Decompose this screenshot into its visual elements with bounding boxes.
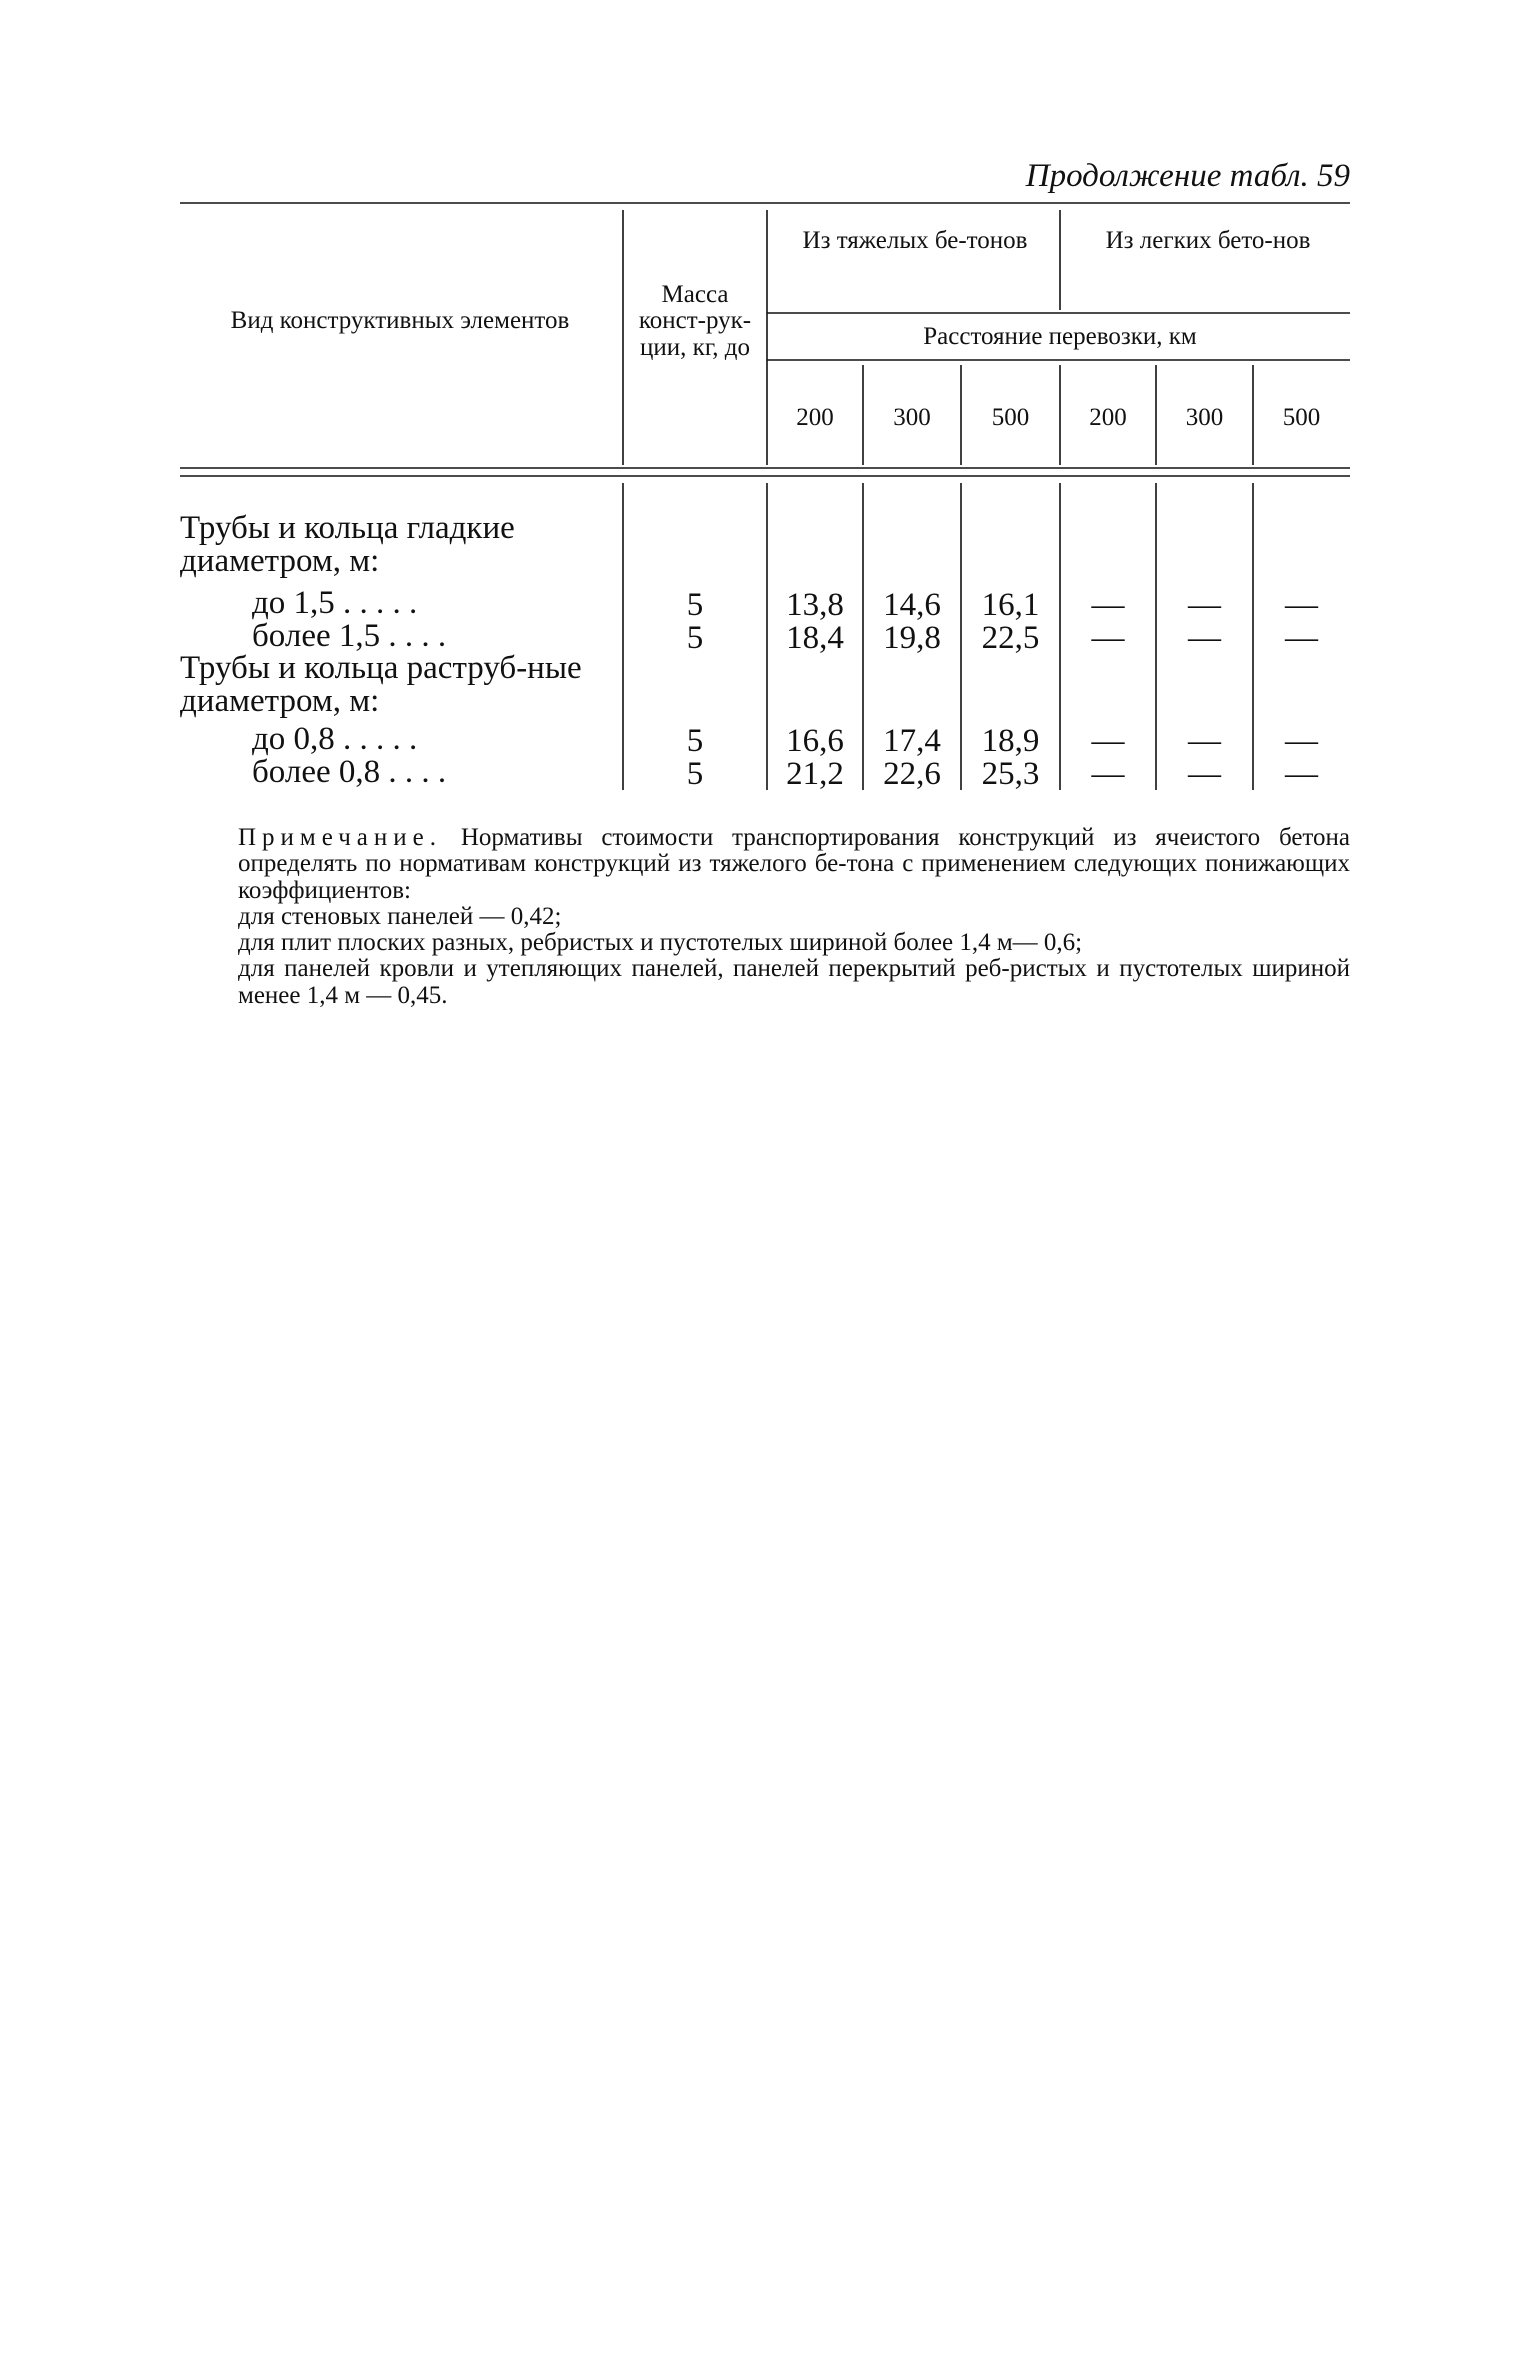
row-label: более 1,5 . . . . <box>252 618 447 654</box>
value-cell: 21,2 <box>786 756 844 792</box>
value-cell: — <box>1091 620 1125 656</box>
mass-cell: 5 <box>686 620 704 656</box>
value-cell: — <box>1091 587 1125 623</box>
value-cell: 25,3 <box>981 756 1040 792</box>
note-item: для панелей кровли и утепляющих панелей, панелей перекрытий реб-ристых и пустотелых шириной менее 1,4 м — 0,45. <box>238 955 1350 1009</box>
value-cell: — <box>1285 587 1318 623</box>
value-cell: — <box>1091 756 1125 792</box>
header-distance: 200 <box>1089 404 1127 431</box>
value-cell: — <box>1285 620 1318 656</box>
header-distance: 500 <box>991 404 1030 431</box>
cost-table <box>180 200 1350 795</box>
header-distance: 300 <box>893 404 931 431</box>
table-caption: Продолжение табл. 59 <box>1025 158 1350 194</box>
value-cell: — <box>1091 723 1125 759</box>
header-distance-label: Расстояние перевозки, км <box>923 323 1197 350</box>
value-cell: 17,4 <box>883 723 941 759</box>
value-cell: 14,6 <box>883 587 941 623</box>
value-cell: — <box>1188 587 1221 623</box>
mass-cell: 5 <box>686 756 704 792</box>
row-label: до 0,8 . . . . . <box>252 721 418 757</box>
value-cell: — <box>1285 756 1318 792</box>
header-mass-col: Масса конст-рук-ции, кг, до <box>638 281 752 361</box>
mass-cell: 5 <box>686 587 704 623</box>
header-distance: 500 <box>1282 404 1321 431</box>
value-cell: 19,8 <box>883 620 941 656</box>
table-note <box>180 825 1350 1009</box>
value-cell: 18,9 <box>981 723 1040 759</box>
value-cell: 18,4 <box>786 620 844 656</box>
row-group-label: Трубы и кольца гладкие диаметром, м: <box>180 510 515 579</box>
value-cell: — <box>1188 723 1221 759</box>
value-cell: — <box>1188 620 1221 656</box>
header-light-group: Из легких бето-нов <box>1105 227 1311 254</box>
value-cell: 13,8 <box>786 587 844 623</box>
note-text: Нормативы стоимости транспортирования конструкций из ячеистого бетона определять по нормативам конструкций из тяжелого бе-тона с применением следующих понижающих коэффициентов: <box>238 824 1350 904</box>
note-item: для стеновых панелей — 0,42; <box>238 902 562 930</box>
row-label: до 1,5 . . . . . <box>252 585 418 621</box>
mass-cell: 5 <box>686 723 704 759</box>
value-cell: 22,5 <box>981 620 1040 656</box>
value-cell: 22,6 <box>883 756 941 792</box>
value-cell: — <box>1285 723 1318 759</box>
value-cell: 16,6 <box>786 723 844 759</box>
header-type-col: Вид конструктивных элементов <box>230 307 570 334</box>
row-label: более 0,8 . . . . <box>252 754 447 790</box>
note-paragraph <box>180 825 1350 904</box>
note-lead: Примечание. <box>238 824 443 851</box>
header-distance: 200 <box>796 404 834 431</box>
row-group-label: Трубы и кольца раструб-ные диаметром, м: <box>180 650 582 719</box>
header-distance: 300 <box>1185 404 1224 431</box>
note-item: для плит плоских разных, ребристых и пустотелых шириной более 1,4 м— 0,6; <box>238 929 1083 956</box>
value-cell: 16,1 <box>981 587 1040 623</box>
header-heavy-group: Из тяжелых бе-тонов <box>802 227 1028 254</box>
value-cell: — <box>1188 756 1221 792</box>
